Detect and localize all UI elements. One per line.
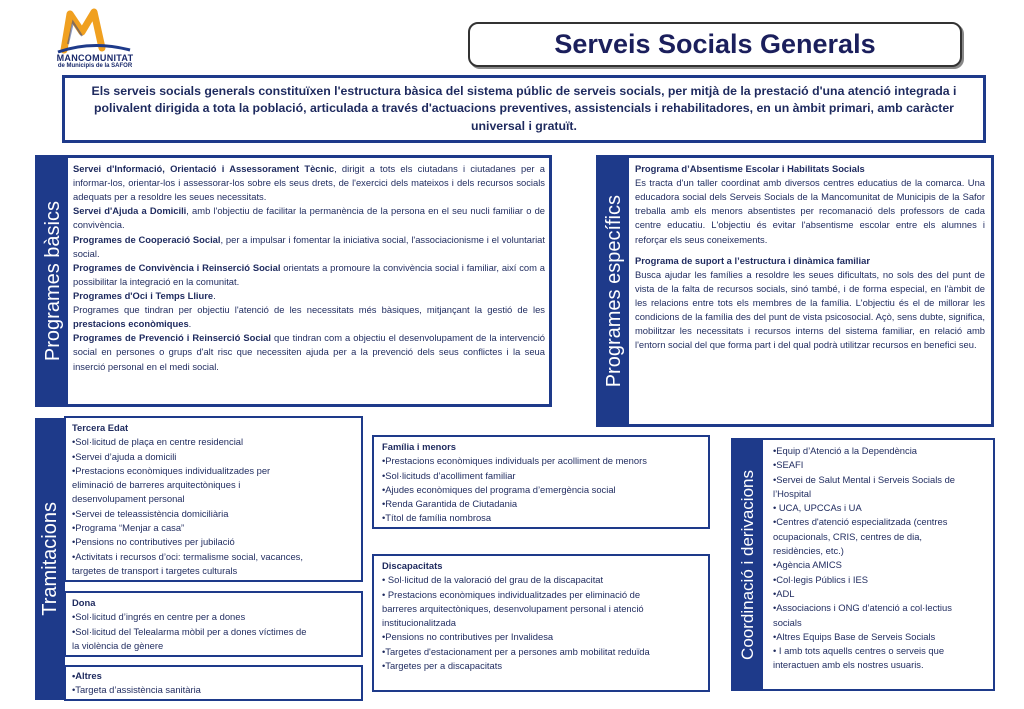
coordinacio-title: Coordinació i derivacions	[738, 469, 757, 660]
list-item: •Ajudes econòmiques del programa d’emergència social	[382, 483, 616, 495]
familia-box	[372, 435, 710, 529]
list-item: •ADL	[773, 587, 795, 599]
discapacitats-box	[372, 554, 710, 692]
discapacitats-content	[382, 559, 708, 673]
list-item: ocupacionals, CRIS, centres de dia,	[773, 530, 923, 542]
page-title: Serveis Socials Generals	[554, 29, 876, 59]
especific-text-familiar: Busca ajudar les famílies a resoldre les seues dificultats, no sols des del punt de vista de la falta de recursos socials, sinó també, i de forma especial, en l'àmbit de les relacions entre tots els membres de la família. L'objectiu és el de millorar les condicions de la família des del punt de vista psicosocial. Açò, sens dubte, significa, mobilitzar les necessitats i recursos interns del sistema familiar, en relació amb l'entorn social del que forma part i del qual podrà utilitzar recursos en benefici seu.	[635, 268, 985, 351]
list-item: interactuen amb els nostres usuaris.	[773, 659, 924, 671]
list-item: •Agència AMICS	[773, 559, 842, 571]
coordinacio-box	[731, 438, 995, 691]
list-item: •Servei d’ajuda a domicili	[72, 450, 177, 462]
list-item: •Equip d’Atenció a la Dependència	[773, 445, 918, 456]
basic-program-ajuda: Servei d'Ajuda a Domicili, amb l'objectiu de facilitar la permanència de la persona en el seu nucli familiar o de convivència.	[73, 205, 546, 231]
basic-program-convivencia: Programes de Convivència i Reinserció Social orientats a promoure la convivència social i familiar, així com a possibilitar la integració en la comunitat.	[73, 261, 545, 287]
list-item: •Pensions no contributives per Invalidesa	[382, 631, 554, 643]
logo-subtitle: de Municipis de la SAFOR	[57, 63, 133, 69]
list-item: socials	[773, 616, 802, 628]
coordinacio-content	[773, 444, 991, 673]
list-item: •Associacions i ONG d’atenció a col·lectius	[773, 602, 952, 614]
list-item: •Programa “Menjar a casa”	[72, 522, 185, 534]
list-item: eliminació de barreres arquitectòniques i	[72, 479, 241, 491]
logo-text	[48, 53, 142, 69]
coordinacio-label	[733, 440, 763, 689]
altres-content	[72, 669, 360, 698]
list-item: la violència de gènere	[72, 639, 164, 651]
especific-heading-absentisme: Programa d’Absentisme Escolar i Habilitats Socials	[635, 163, 865, 174]
list-item: •Prestacions econòmiques individuals per acolliment de menors	[382, 455, 647, 467]
list-item: •Targeta d’assistència sanitària	[72, 684, 201, 696]
logo-name: MANCOMUNITAT	[56, 53, 134, 63]
especific-text-absentisme: Es tracta d'un taller coordinat amb diversos centres educatius de la comarca. Una educadora social dels Serveis Socials de la Mancomunitat de Municipis de la Safor treballa amb els menors absentistes per recomanació dels professors de cada centre educatiu. L'objectiu és evitar l'absentisme escolar entre els alumnes i reforçar els seus coneixements.	[635, 177, 985, 245]
list-item: •Col·legis Públics i IES	[773, 573, 868, 585]
tramitacions-title: Tramitacions	[38, 502, 61, 616]
list-item: targetes de transport i targetes culturals	[72, 564, 238, 576]
dona-box	[64, 591, 363, 657]
list-item: •Títol de família nombrosa	[382, 512, 492, 524]
basic-program-info: Servei d'Informació, Orientació i Assessorament Tècnic, dirigit a tots els ciutadans i ciutadanes per a informar-los, orientar-los i assessorar-los sobre els seus drets, de l'exercici dels mateixos i dels recursos socials adequats per a resoldre les seues necessitats.	[73, 163, 545, 203]
tercera-edat-box	[64, 416, 363, 582]
tercera-edat-content	[72, 421, 360, 578]
intro-box	[62, 75, 986, 143]
familia-title: Família i menors	[382, 441, 456, 452]
programes-basics-title: Programes bàsics	[41, 200, 64, 362]
basic-program-oci: Programes d'Oci i Temps Lliure.	[73, 289, 216, 301]
list-item: •Prestacions econòmiques individualitzades per	[72, 464, 271, 476]
list-item: •Centres d'atenció especialitzada (centres	[773, 516, 948, 528]
tercera-edat-title: Tercera Edat	[72, 422, 129, 433]
altres-title: •Altres	[72, 670, 102, 681]
list-item: •Sol·licituds d’acolliment familiar	[382, 469, 516, 481]
list-item: desenvolupament personal	[72, 493, 185, 505]
list-item: •Servei de teleassistència domiciliària	[72, 507, 229, 519]
list-item: •Renda Garantida de Ciutadania	[382, 498, 518, 510]
logo-m-icon	[46, 6, 142, 56]
list-item: • Prestacions econòmiques individualitzades per eliminació de	[382, 588, 641, 600]
basic-program-cooperacio: Programes de Cooperació Social, per a impulsar i fomentar la iniciativa social, l'associacionisme i el voluntariat social.	[73, 233, 545, 259]
dona-title: Dona	[72, 597, 96, 608]
list-item: l’Hospital	[773, 487, 812, 499]
list-item: barreres arquitectòniques, desenvolupament personal i atenció	[382, 602, 644, 614]
list-item: •SEAFI	[773, 459, 804, 471]
dona-content	[72, 596, 360, 653]
familia-content	[382, 440, 708, 526]
discapacitats-title: Discapacitats	[382, 560, 443, 571]
tramitacions-label	[35, 418, 65, 700]
programes-especifics-label	[599, 158, 629, 424]
list-item: •Activitats i recursos d’oci: termalisme social, vacances,	[72, 550, 303, 562]
especific-heading-familiar: Programa de suport a l’estructura i dinàmica familiar	[635, 254, 870, 266]
programes-basics-content	[73, 162, 545, 374]
basic-program-prevencio: Programes de Prevenció i Reinserció Social que tindran com a objectiu el desenvolupament de la intervenció social en persones o grups d'alt risc que necessiten ajuda per a la prevenció dels seus conflictes i la seua inserció personal en el medi social.	[73, 332, 546, 372]
list-item: •Sol·licitud del Telealarma mòbil per a dones víctimes de	[72, 625, 307, 637]
list-item: •Sol·licitud d’ingrés en centre per a dones	[72, 611, 246, 623]
list-item: •Targetes d'estacionament per a persones amb mobilitat reduïda	[382, 645, 650, 657]
list-item: • UCA, UPCCAs i UA	[773, 502, 862, 514]
intro-text: Els serveis socials generals constituïxen l'estructura bàsica del sistema públic de serveis socials, per mitjà de la prestació d'una atenció integrada i polivalent dirigida a tota la població, articulada a través d'actuacions preventives, assistencials i rehabilitadores, en un àmbit primari, amb caràcter universal i gratuït.	[91, 83, 957, 133]
programes-especifics-title: Programes específics	[602, 194, 625, 388]
altres-box	[64, 665, 363, 701]
list-item: •Sol·licitud de plaça en centre residencial	[72, 436, 244, 448]
programes-basics-label	[38, 158, 68, 404]
list-item: •Pensions no contributives per jubilació	[72, 536, 235, 548]
basic-program-prestacions: Programes que tindran per objectiu l'atenció de les necessitats més bàsiques, mitjançant la gestió de les prestacions econòmiques.	[73, 304, 545, 330]
list-item: • Sol·licitud de la valoració del grau de la discapacitat	[382, 574, 604, 586]
list-item: institucionalitzada	[382, 617, 457, 629]
list-item: residències, etc.)	[773, 545, 844, 557]
programes-basics-box	[35, 155, 552, 407]
list-item: •Servei de Salut Mental i Serveis Socials de	[773, 473, 956, 485]
programes-especifics-content	[635, 162, 985, 352]
list-item: • I amb tots aquells centres o serveis que	[773, 645, 945, 657]
list-item: •Altres Equips Base de Serveis Socials	[773, 630, 936, 642]
list-item: •Targetes per a discapacitats	[382, 660, 503, 672]
page-title-box	[468, 22, 962, 67]
programes-especifics-box	[596, 155, 994, 427]
